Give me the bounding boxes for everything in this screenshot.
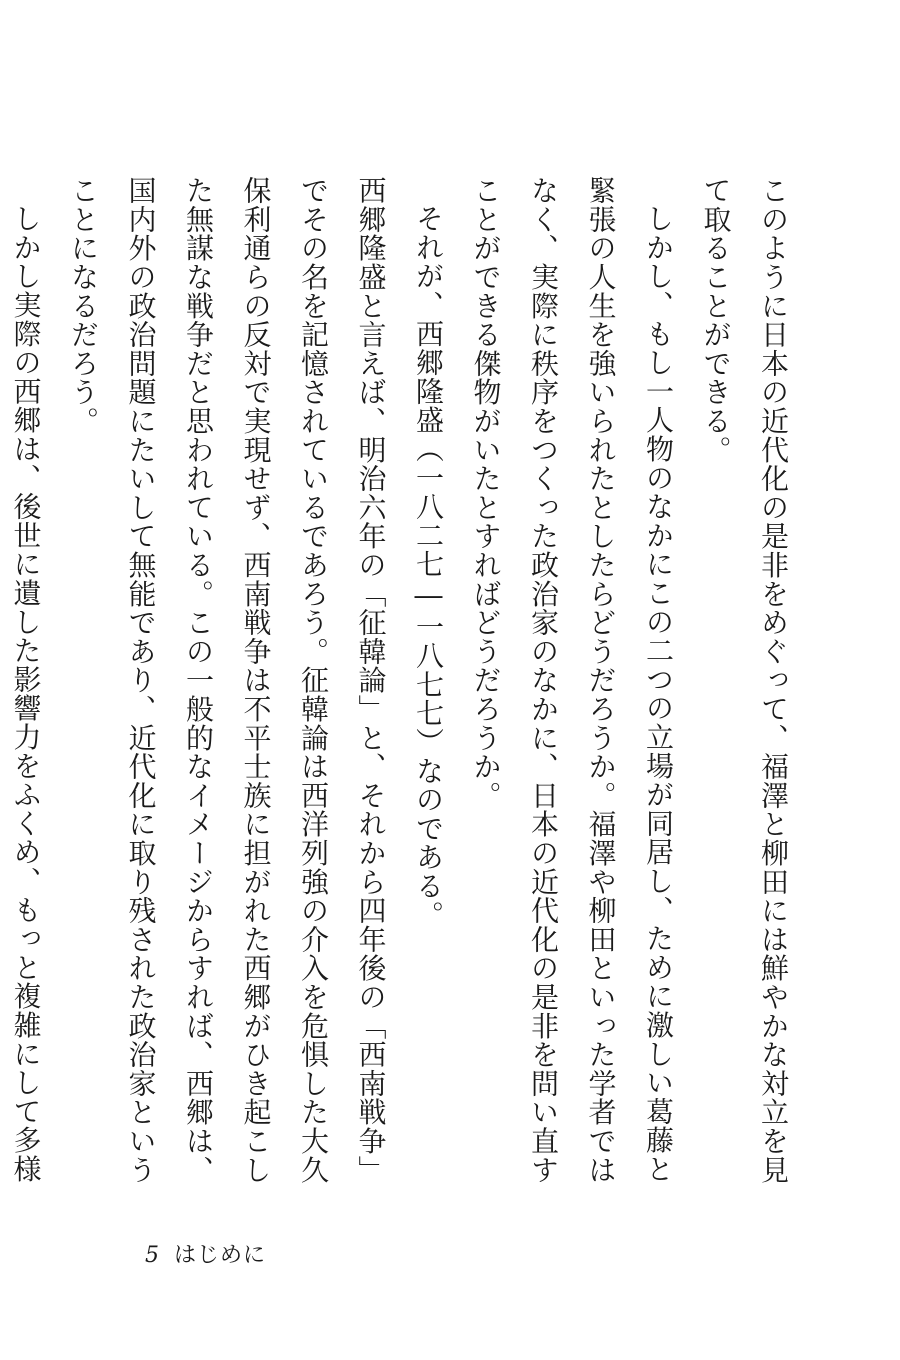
section-title: はじめに bbox=[174, 1243, 267, 1268]
paragraph-4: 西郷隆盛と言えば、明治六年の「征韓論」と、それから四年後の「西南戦争」でその名を記憶されているであろう。征韓論は西洋列強の介入を危惧した大久保利通らの反対で実現せず、西南戦争は不平士族に担がれた西郷がひき起こした無謀な戦争だと思われている。この一般的なイメージからすれば、西郷は、国内外の政治問題にたいして無能であり、近代化に取り残された政治家ということになるだろう。 bbox=[67, 176, 388, 1184]
paragraph-5: しかし実際の西郷は、後世に遺した影響力をふくめ、もっと複雑にして多様 bbox=[9, 204, 43, 1184]
paragraph-3: それが、西郷隆盛（一八二七―一八七七）なのである。 bbox=[412, 204, 445, 929]
paragraph-2: しかし、もし一人物のなかにこの二つの立場が同居し、ために激しい葛藤と緊張の人生を強いられたとしたらどうだろうか。福澤や柳田といった学者ではなく、実際に秩序をつくった政治家のなかに、日本の近代化の是非を問い直すことができる傑物がいたとすればどうだろうか。 bbox=[469, 176, 675, 1184]
paragraph-1: このように日本の近代化の是非をめぐって、福澤と柳田には鮮やかな対立を見て取ることができる。 bbox=[699, 176, 790, 1184]
page-footer bbox=[145, 1238, 266, 1269]
page-number: 5 bbox=[145, 1243, 160, 1268]
vertical-text-block bbox=[9, 176, 802, 1201]
